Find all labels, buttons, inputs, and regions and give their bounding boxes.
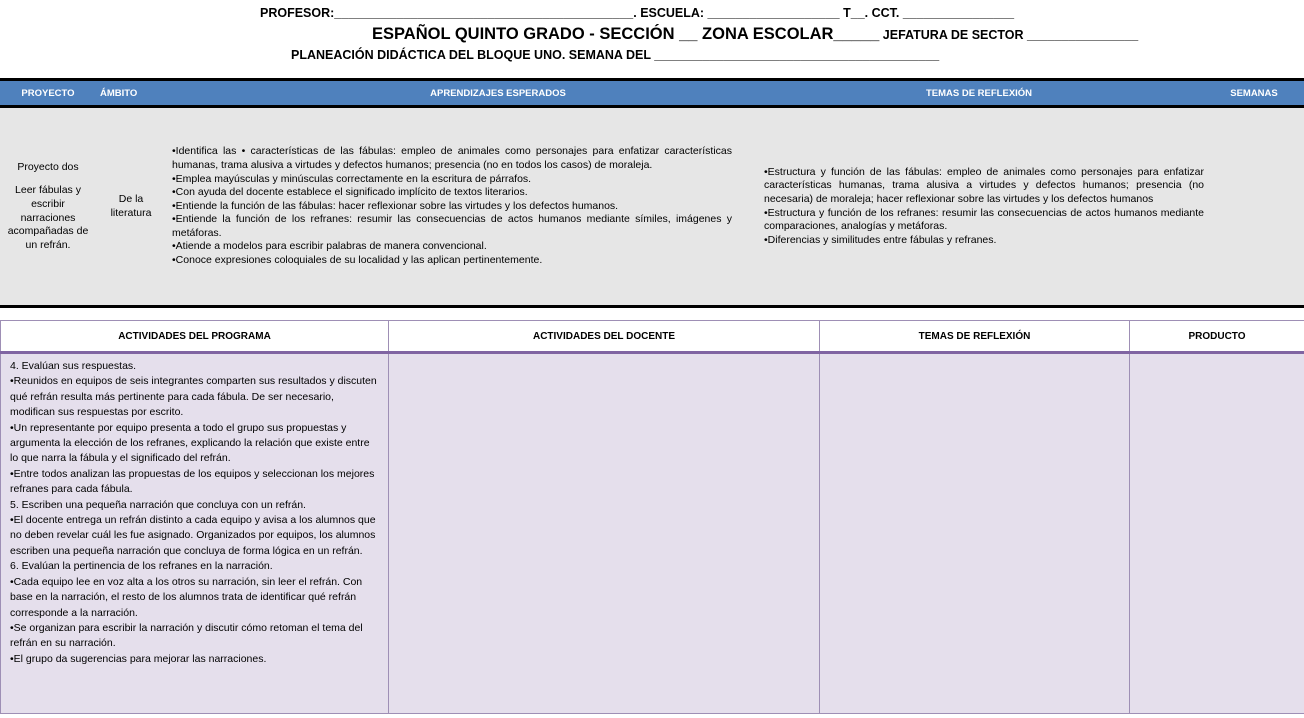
actividad-item: •Cada equipo lee en voz alta a los otros su narración, sin leer el refrán. Con base en la narración, el resto de los alumnos trata de identificar qué refrán corresponde a la narración. — [10, 575, 363, 619]
actividad-item: •El grupo da sugerencias para mejorar las narraciones. — [10, 652, 267, 665]
header-proyecto: PROYECTO — [0, 80, 96, 107]
actividad-item: 5. Escriben una pequeña narración que concluya con un refrán. — [10, 498, 306, 511]
header-actividades-docente: ACTIVIDADES DEL DOCENTE — [389, 321, 820, 353]
project-table — [0, 78, 1304, 308]
header-title-main: ESPAÑOL QUINTO GRADO - SECCIÓN __ ZONA ESCOLAR_____ — [372, 25, 880, 43]
aprendizaje-item: •Entiende la función de los refranes: resumir las consecuencias de actos humanos mediante símiles, imágenes y metáforas. — [172, 213, 732, 239]
tema-item: •Estructura y función de los refranes: resumir las consecuencias de actos humanos mediante comparaciones, analogías y metáforas. — [764, 206, 1204, 233]
tema-item: •Estructura y función de las fábulas: empleo de animales como personajes para enfatizar características humanas, trama alusiva a virtudes y defectos humanos; presencia (no necesaria) de moraleja; hacer reflexionar sobre las virtudes y los defectos humanos — [764, 165, 1204, 205]
aprendizaje-item: •Identifica las • características de las fábulas: empleo de animales como personajes para enfatizar características humanas, trama alusiva a virtudes y defectos humanos; presencia (no en todos los casos) de moraleja. — [172, 145, 732, 171]
header-line-planeacion: PLANEACIÓN DIDÁCTICA DEL BLOQUE UNO. SEMANA DEL _________________________________________ — [291, 48, 940, 62]
header-line-profesor: PROFESOR:___________________________________________. ESCUELA: ___________________ T__. CCT. ________________ — [260, 6, 1015, 20]
proyecto-title: Proyecto dos — [17, 160, 79, 173]
actividad-item: 6. Evalúan la pertinencia de los refranes en la narración. — [10, 560, 273, 573]
header-producto: PRODUCTO — [1130, 321, 1304, 353]
document-header — [0, 0, 1304, 78]
actividades-programa-cell — [1, 353, 389, 714]
activities-table — [0, 320, 1304, 714]
header-line-title — [372, 25, 1138, 44]
header-ambito: ÁMBITO — [96, 80, 166, 107]
activities-table-header-row — [1, 321, 1304, 353]
actividad-item: •Reunidos en equipos de seis integrantes comparten sus resultados y discuten qué refrán resulta más pertinente para cada fábula. De ser necesario, modifican sus respuestas por escrito. — [10, 375, 377, 419]
actividades-docente-cell[interactable] — [389, 353, 820, 714]
header-temas-semanas — [754, 80, 1304, 107]
header-aprendizajes: APRENDIZAJES ESPERADOS — [166, 80, 754, 107]
actividad-item: •Entre todos analizan las propuestas de los equipos y seleccionan los mejores refranes para cada fábula. — [10, 467, 375, 496]
actividad-item: •Se organizan para escribir la narración y discutir cómo retoman el tema del refrán en su narración. — [10, 621, 363, 650]
header-actividades-programa: ACTIVIDADES DEL PROGRAMA — [1, 321, 389, 353]
proyecto-description: Leer fábulas y escribir narraciones acompañadas de un refrán. — [7, 184, 89, 251]
actividad-item: •Un representante por equipo presenta a todo el grupo sus propuestas y argumenta la elección de los refranes, explicando la relación que existe entre lo que narra la fábula y el significado del refrán. — [10, 421, 370, 465]
producto-cell[interactable] — [1130, 353, 1304, 714]
aprendizaje-item: •Con ayuda del docente establece el significado implícito de textos literarios. — [172, 186, 528, 199]
project-table-header-row — [0, 80, 1304, 107]
aprendizaje-item: •Entiende la función de las fábulas: hacer reflexionar sobre las virtudes y los defectos humanos. — [172, 199, 619, 212]
temas-cell — [754, 107, 1304, 307]
header-temas: TEMAS DE REFLEXIÓN — [925, 87, 1033, 99]
aprendizaje-item: •Atiende a modelos para escribir palabras de manera convencional. — [172, 240, 487, 253]
ambito-cell: De la literatura — [96, 107, 166, 307]
actividad-item: 4. Evalúan sus respuestas. — [10, 360, 137, 372]
actividad-item: •El docente entrega un refrán distinto a cada equipo y avisa a los alumnos que no deben revelar cuál les fue asignado. Organizados por equipos, los alumnos escriben una pequeña narración que concluya de forma lógica en un refrán. — [10, 514, 376, 557]
header-temas-reflexion: TEMAS DE REFLEXIÓN — [820, 321, 1130, 353]
aprendizaje-item: •Conoce expresiones coloquiales de su localidad y las aplican pertinentemente. — [172, 254, 543, 267]
aprendizajes-cell — [166, 107, 754, 307]
tema-item: •Diferencias y similitudes entre fábulas y refranes. — [764, 233, 997, 246]
header-semanas: SEMANAS — [1230, 87, 1278, 99]
temas-reflexion-cell[interactable] — [820, 353, 1130, 714]
proyecto-cell — [0, 107, 96, 307]
activities-table-row — [1, 353, 1304, 714]
project-table-row — [0, 107, 1304, 307]
header-title-sector: JEFATURA DE SECTOR ________________ — [879, 28, 1139, 42]
aprendizaje-item: •Emplea mayúsculas y minúsculas correctamente en la escritura de párrafos. — [172, 172, 532, 185]
